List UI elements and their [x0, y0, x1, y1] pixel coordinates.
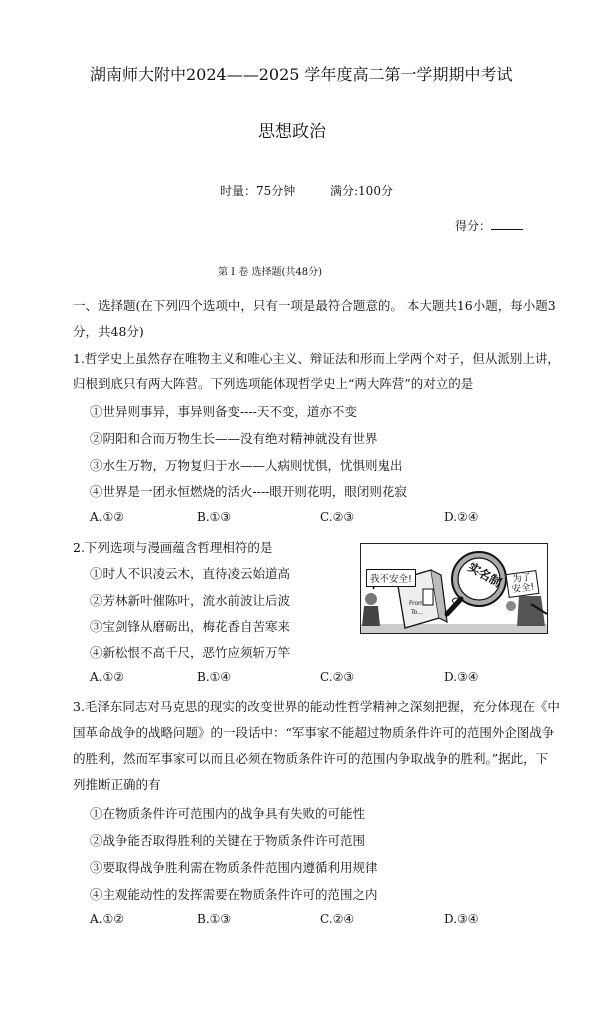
q2-option-d: D.③④	[444, 670, 479, 684]
q2-stem: 2.下列选项与漫画蕴含哲理相符的是	[73, 540, 273, 555]
q3-option-d: D.③④	[444, 912, 479, 926]
subject-title: 思想政治	[258, 122, 326, 142]
magnifier-label: 实名制	[465, 559, 504, 590]
envelope-from: From...	[409, 600, 430, 607]
volume-title: 第 I 卷 选择题(共48分)	[218, 267, 323, 278]
q1-item-3: ③水生万物，万物复归于水——人病则忧惧，忧惧则鬼出	[90, 458, 403, 473]
q1-option-a: A.①②	[90, 510, 124, 524]
q3-item-3: ③要取得战争胜利需在物质条件范围内遵循利用规律	[90, 860, 378, 875]
q3-item-4: ④主观能动性的发挥需要在物质条件许可的范围之内	[90, 887, 378, 902]
q1-stem-line2: 归根到底只有两大阵营。下列选项能体现哲学史上“两大阵营”的对立的是	[73, 376, 474, 391]
q2-cartoon	[360, 543, 548, 634]
section-instruction-line2: 分，共48分)	[73, 324, 144, 339]
exam-title: 湖南师大附中2024——2025 学年度高二第一学期期中考试	[90, 65, 513, 84]
full-score: 满分:100分	[330, 184, 393, 198]
q2-item-1: ①时人不识凌云木，直待凌云始道高	[90, 566, 291, 581]
q1-option-d: D.②④	[444, 510, 479, 524]
q1-option-c: C.②③	[320, 510, 355, 524]
q3-option-c: C.②④	[320, 912, 355, 926]
q3-item-2: ②战争能否取得胜利的关键在于物质条件许可范围	[90, 833, 366, 848]
q1-item-4: ④世界是一团永恒燃烧的活火----眼开则花明，眼闭则花寂	[90, 484, 407, 499]
q2-item-2: ②芳林新叶催陈叶，流水前波让后波	[90, 593, 291, 608]
q3-stem-line4: 列推断正确的有	[73, 777, 161, 792]
q2-option-b: B.①④	[197, 670, 232, 684]
q3-stem-line2: 国革命战争的战略问题》的一段话中：“军事家不能超过物质条件许可的范围外企图战争	[73, 725, 555, 740]
cartoon-bubble-right	[505, 570, 539, 598]
cartoon-bubble-left: 我不安全!	[366, 569, 416, 587]
score-label: 得分：	[455, 219, 492, 233]
envelope-to: To...	[411, 609, 423, 616]
bubble-right-line1: 为了	[511, 571, 532, 586]
q2-item-4: ④新松恨不高千尺，恶竹应须斩万竿	[90, 645, 291, 660]
q2-option-a: A.①②	[90, 670, 124, 684]
q3-item-1: ①在物质条件许可范围内的战争具有失败的可能性	[90, 806, 366, 821]
q1-item-2: ②阴阳和合而万物生长——没有绝对精神就没有世界	[90, 431, 378, 446]
q2-item-3: ③宝剑锋从磨砺出，梅花香自苦寒来	[90, 619, 291, 634]
q1-stem-line1: 1.哲学史上虽然存在唯物主义和唯心主义、辩证法和形而上学两个对子，但从派别上讲，	[73, 351, 560, 366]
bubble-right-line2: 安全!	[510, 581, 536, 596]
q3-stem-line1: 3.毛泽东同志对马克思的现实的改变世界的能动性哲学精神之深刻把握，充分体现在《中	[73, 699, 560, 714]
q3-option-b: B.①③	[197, 912, 232, 926]
q2-option-c: C.②③	[320, 670, 355, 684]
section-instruction-line1: 一、选择题(在下列四个选项中，只有一项是最符合题意的。 本大题共16小题，每小题3	[73, 298, 556, 313]
time-limit: 时量：75分钟	[220, 184, 296, 198]
score-blank	[491, 219, 523, 230]
q3-option-a: A.①②	[90, 912, 124, 926]
q1-option-b: B.①③	[197, 510, 232, 524]
q3-stem-line3: 的胜利，然而军事家可以而且必须在物质条件许可的范围内争取战争的胜利。”据此，下	[73, 751, 549, 766]
q1-item-1: ①世异则事异，事异则备变----天不变，道亦不变	[90, 404, 357, 419]
score-field	[455, 217, 523, 234]
